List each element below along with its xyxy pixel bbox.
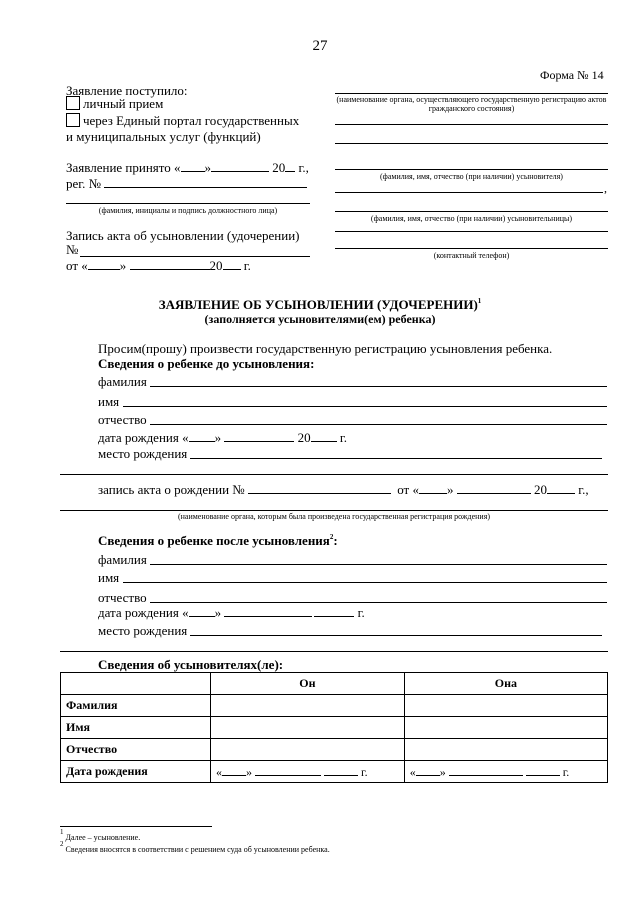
he-patronymic-cell[interactable] (211, 739, 405, 761)
after-birth-month-field[interactable] (224, 605, 312, 617)
adopter-comma: , (604, 181, 607, 195)
after-footnote-mark: 2 (329, 533, 334, 541)
act-date-open: от « (66, 258, 88, 273)
birth-record-date-close: » (446, 482, 454, 497)
adopter-caption: (фамилия, имя, отчество (при наличии) усыновителя) (380, 172, 563, 181)
header-empty-cell (61, 673, 211, 695)
portal-label-line1: через Единый портал государственных (83, 113, 300, 128)
row-label-patronymic: Отчество (61, 739, 211, 761)
act-year-suffix: г. (243, 258, 251, 273)
after-birth-date-open: дата рождения « (98, 605, 189, 620)
he-date-end: г. (361, 764, 368, 779)
he-date-close: » (246, 764, 252, 779)
after-surname-label: фамилия (98, 552, 147, 567)
accepted-date-open: Заявление принято « (66, 160, 181, 175)
he-birth-date-cell[interactable] (211, 761, 405, 783)
before-birth-month-field[interactable] (224, 430, 294, 442)
column-she: Она (404, 673, 607, 695)
document-subtitle: (заполняется усыновителями(ем) ребенка) (204, 312, 436, 326)
birth-record-day-field[interactable] (419, 482, 447, 494)
reg-number-line (66, 176, 307, 191)
before-surname-field[interactable] (150, 386, 607, 387)
he-birth-year-field[interactable] (324, 764, 358, 776)
act-date-close: » (119, 258, 127, 273)
he-date-open: « (216, 764, 222, 779)
request-text: Просим(прошу) произвести государственную регистрацию усыновления ребенка. (98, 341, 553, 356)
phone-caption: (контактный телефон) (433, 251, 510, 260)
column-he: Он (211, 673, 405, 695)
received-title: Заявление поступило: (66, 83, 188, 98)
footnote-1 (60, 828, 141, 843)
before-birth-date-open: дата рождения « (98, 430, 189, 445)
after-birth-year-field[interactable] (314, 605, 354, 617)
title-footnote-mark: 1 (477, 297, 482, 305)
adopters-title: Сведения об усыновителях(ле): (98, 657, 284, 672)
after-birth-date-close: » (214, 605, 222, 620)
portal-checkbox[interactable] (66, 113, 80, 127)
adopters-table (60, 672, 608, 783)
he-name-cell[interactable] (211, 717, 405, 739)
she-birth-year-field[interactable] (526, 764, 560, 776)
before-name-label: имя (98, 394, 120, 409)
footnote-separator (60, 826, 212, 827)
form-number: Форма № 14 (540, 68, 604, 82)
organ-caption: (наименование органа, осуществляющего государственную регистрацию актов гражданского состояния) (336, 95, 607, 113)
adoptress-field-2[interactable] (335, 231, 608, 232)
she-patronymic-cell[interactable] (404, 739, 607, 761)
adopters-header-row (61, 673, 608, 695)
after-title-text: Сведения о ребенке после усыновления (98, 533, 330, 548)
adoptress-field-1[interactable] (335, 211, 608, 212)
birth-record-year-field[interactable] (547, 482, 575, 494)
after-title-colon: : (333, 533, 338, 548)
birth-record-label: запись акта о рождении № (98, 482, 245, 497)
adopters-row-birth-date (61, 761, 608, 783)
before-birth-day-field[interactable] (189, 430, 215, 442)
after-birth-place-field-2[interactable] (60, 651, 608, 652)
accepted-date-close: » (204, 160, 212, 175)
before-birth-year-prefix: 20 (297, 430, 311, 445)
before-birth-place-field-2[interactable] (60, 474, 608, 475)
adopters-row-name (61, 717, 608, 739)
row-label-birth-date: Дата рождения (61, 761, 211, 783)
accepted-year-field[interactable] (285, 160, 295, 172)
footnote-2 (60, 840, 330, 855)
she-name-cell[interactable] (404, 717, 607, 739)
organ-field-3[interactable] (335, 143, 608, 144)
portal-label-line2: и муниципальных услуг (функций) (66, 129, 261, 144)
page-number: 27 (312, 38, 328, 54)
option-in-person (66, 96, 163, 111)
signature-caption: (фамилия, инициалы и подпись должностного лица) (98, 206, 278, 215)
before-birth-date-line (98, 430, 347, 445)
phone-field[interactable] (335, 248, 608, 249)
after-name-field[interactable] (123, 582, 607, 583)
signature-line[interactable] (66, 203, 310, 204)
before-birth-year-field[interactable] (311, 430, 337, 442)
before-name-field[interactable] (123, 406, 607, 407)
birth-record-organ-field[interactable] (60, 510, 608, 511)
birth-record-month-field[interactable] (457, 482, 531, 494)
after-birth-day-field[interactable] (189, 605, 215, 617)
adopters-row-surname (61, 695, 608, 717)
row-label-name: Имя (61, 717, 211, 739)
birth-record-year-prefix: 20 (533, 482, 547, 497)
act-record-title: Запись акта об усыновлении (удочерении) (66, 228, 300, 243)
birth-record-line (98, 482, 589, 497)
she-date-open: « (409, 764, 416, 779)
before-birth-place-label: место рождения (98, 446, 188, 461)
title-text: ЗАЯВЛЕНИЕ ОБ УСЫНОВЛЕНИИ (УДОЧЕРЕНИИ) (158, 297, 478, 312)
act-number-field[interactable] (80, 256, 310, 257)
after-title (98, 533, 338, 548)
reg-number-field[interactable] (104, 176, 307, 188)
document-title (0, 297, 640, 313)
after-birth-place-label: место рождения (98, 623, 188, 638)
adopters-row-patronymic (61, 739, 608, 761)
she-surname-cell[interactable] (404, 695, 607, 717)
she-date-end: г. (562, 764, 570, 779)
after-surname-field[interactable] (150, 564, 607, 565)
adopter-field-2[interactable] (335, 192, 603, 193)
before-birth-place-field[interactable] (190, 458, 602, 459)
she-birth-month-field[interactable] (449, 764, 523, 776)
accepted-day-field[interactable] (181, 160, 205, 172)
birth-record-year-suffix: г., (578, 482, 589, 497)
accepted-line (66, 160, 309, 175)
before-title: Сведения о ребенке до усыновления: (98, 356, 315, 371)
in-person-label: личный прием (83, 96, 164, 111)
accepted-year-suffix: г., (298, 160, 309, 175)
before-birth-year-suffix: г. (339, 430, 347, 445)
birth-record-date-open: от « (397, 482, 419, 497)
organ-field-2[interactable] (335, 124, 608, 125)
he-birth-day-field[interactable] (222, 764, 246, 776)
row-label-surname: Фамилия (61, 695, 211, 717)
act-year-prefix: 20 (209, 258, 223, 273)
he-birth-month-field[interactable] (255, 764, 321, 776)
act-day-field[interactable] (88, 258, 120, 270)
act-year-field[interactable] (223, 258, 241, 270)
he-surname-cell[interactable] (211, 695, 405, 717)
she-birth-day-field[interactable] (416, 764, 440, 776)
she-birth-date-cell[interactable] (404, 761, 607, 783)
after-name-label: имя (98, 570, 120, 585)
in-person-checkbox[interactable] (66, 96, 80, 110)
footnote-2-mark: 2 (60, 840, 64, 848)
organ-field-1[interactable] (335, 93, 608, 94)
birth-record-caption: (наименование органа, которым была произведена государственная регистрация рождения) (177, 512, 491, 521)
footnote-1-mark: 1 (60, 828, 64, 836)
she-date-close: » (439, 764, 446, 779)
act-record-date-line (66, 258, 251, 273)
birth-record-number-field[interactable] (248, 482, 391, 494)
adoptress-caption: (фамилия, имя, отчество (при наличии) усыновительницы) (370, 214, 573, 223)
footnote-1-text: Далее – усыновление. (65, 833, 141, 842)
accepted-year-prefix: 20 (272, 160, 286, 175)
option-portal (66, 113, 299, 128)
before-birth-date-close: » (214, 430, 222, 445)
before-patronymic-field[interactable] (150, 424, 607, 425)
act-month-field[interactable] (130, 258, 210, 270)
after-birth-year-suffix: г. (357, 605, 365, 620)
act-no-label: № (66, 242, 79, 257)
reg-label: рег. № (66, 176, 102, 191)
adopter-field-1[interactable] (335, 169, 608, 170)
act-record-number-line (66, 242, 78, 257)
after-birth-place-field[interactable] (190, 635, 602, 636)
footnote-2-text: Сведения вносятся в соответствии с решением суда об усыновлении ребенка. (65, 845, 330, 854)
after-birth-date-line (98, 605, 365, 620)
accepted-month-field[interactable] (211, 160, 269, 172)
after-patronymic-field[interactable] (150, 602, 607, 603)
before-surname-label: фамилия (98, 374, 147, 389)
before-patronymic-label: отчество (98, 412, 147, 427)
after-patronymic-label: отчество (98, 590, 147, 605)
